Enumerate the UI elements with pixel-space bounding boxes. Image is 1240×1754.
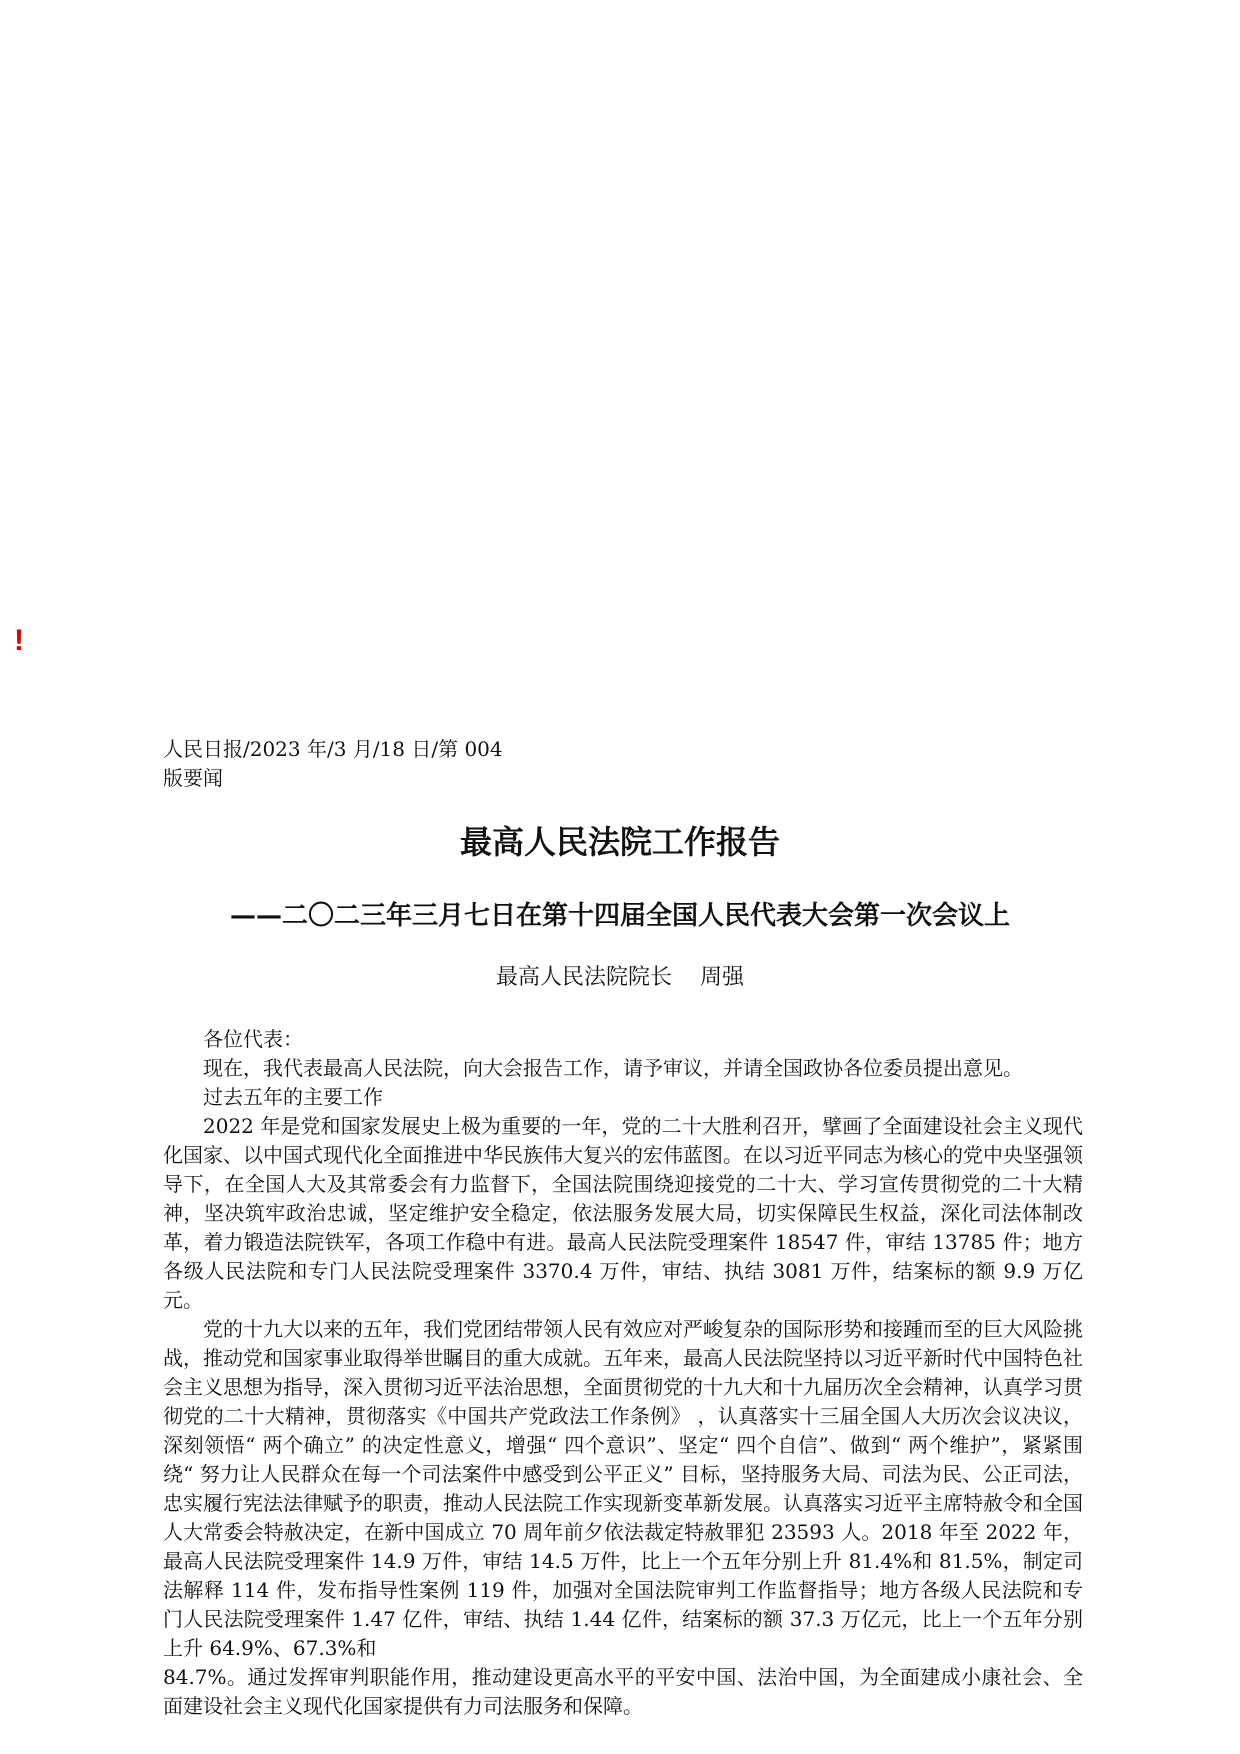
- salutation: 各位代表：: [203, 1027, 303, 1051]
- red-exclamation-mark: !: [14, 624, 24, 657]
- report-subtitle: ——二〇二三年三月七日在第十四届全国人民代表大会第一次会议上: [229, 901, 1010, 931]
- section-heading: 过去五年的主要工作: [203, 1085, 383, 1109]
- source-line-2: 版要闻: [163, 766, 223, 790]
- report-title: 最高人民法院工作报告: [459, 823, 780, 861]
- paragraph-continuation: 84.7%。通过发挥审判职能作用，推动建设更高水平的平安中国、法治中国，为全面建成小康社会、全面建设社会主义现代化国家提供有力司法服务和保障。: [163, 1665, 1083, 1718]
- report-body: [163, 1025, 1083, 1721]
- paragraph-five-years: 党的十九大以来的五年，我们党团结带领人民有效应对严峻复杂的国际形势和接踵而至的巨大风险挑战，推动党和国家事业取得举世瞩目的重大成就。五年来，最高人民法院坚持以习近平新时代中国特色社会主义思想为指导，深入贯彻习近平法治思想，全面贯彻党的十九大和十九届历次全会精神，认真学习贯彻党的二十大精神，贯彻落实《中国共产党政法工作条例》 ，认真落实十三届全国人大历次会议决议，深刻领悟“ 两个确立” 的决定性意义，增强“ 四个意识”、坚定“ 四个自信”、做到“ 两个维护”，紧紧围绕“ 努力让人民群众在每一个司法案件中感受到公平正义” 目标，坚持服务大局、司法为民、公正司法，忠实履行宪法法律赋予的职责，推动人民法院工作实现新变革新发展。认真落实习近平主席特赦令和全国人大常委会特赦决定，在新中国成立 70 周年前夕依法裁定特赦罪犯 23593 人。2018 年至 2022 年，最高人民法院受理案件 14.9 万件，审结 14.5 万件，比上一个五年分别上升 81.4%和 81.5%，制定司法解释 114 件，发布指导性案例 119 件，加强对全国法院审判工作监督指导；地方各级人民法院和专门人民法院受理案件 1.47 亿件，审结、执结 1.44 亿件，结案标的额 37.3 万亿元，比上一个五年分别上升 64.9%、67.3%和: [163, 1317, 1083, 1660]
- opening-paragraph: 现在，我代表最高人民法院，向大会报告工作，请予审议，并请全国政协各位委员提出意见。: [203, 1056, 1023, 1080]
- paragraph-2022: 2022 年是党和国家发展史上极为重要的一年，党的二十大胜利召开，擘画了全面建设社会主义现代化国家、以中国式现代化全面推进中华民族伟大复兴的宏伟蓝图。在以习近平同志为核心的党中央坚强领导下，在全国人大及其常委会有力监督下，全国法院围绕迎接党的二十大、学习宣传贯彻党的二十大精神，坚决筑牢政治忠诚，坚定维护安全稳定，依法服务发展大局，切实保障民生权益，深化司法体制改革，着力锻造法院铁军，各项工作稳中有进。最高人民法院受理案件 18547 件，审结 13785 件；地方各级人民法院和专门人民法院受理案件 3370.4 万件，审结、执结 3081 万件，结案标的额 9.9 万亿元。: [163, 1114, 1083, 1312]
- report-author: 最高人民法院院长 周强: [496, 965, 744, 990]
- source-line: [163, 735, 503, 793]
- source-line-1: 人民日报/2023 年/3 月/18 日/第 004: [163, 737, 503, 761]
